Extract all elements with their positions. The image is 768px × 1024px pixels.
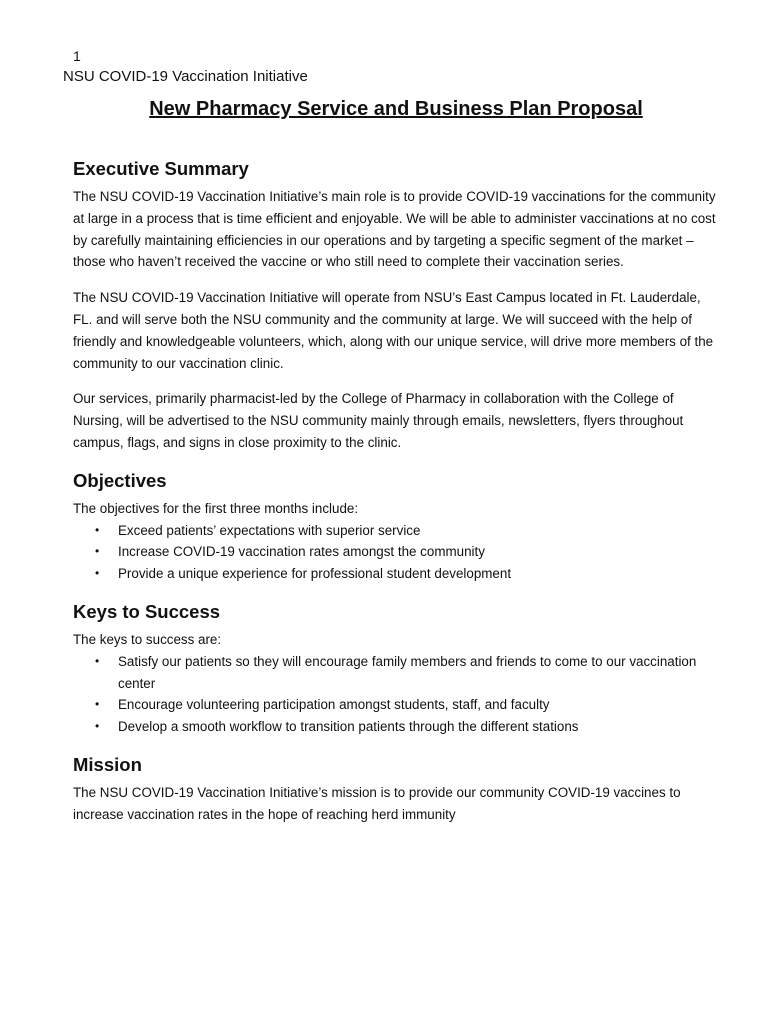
paragraph: The NSU COVID-19 Vaccination Initiative’s main role is to provide COVID-19 vaccinations for the community at large in a process that is time efficient and enjoyable. We will be able to administer vaccinations at no cost by carefully maintaining efficiencies in our operations and by targeting a specific segment of the market – those who haven’t received the vaccine or who still need to complete their vaccination series. xyxy=(73,189,716,270)
list-item-text: Exceed patients’ expectations with superior service xyxy=(118,522,421,538)
section-heading: Objectives xyxy=(73,469,167,491)
bullet-icon: • xyxy=(95,522,100,537)
list-item xyxy=(73,716,721,738)
document-title: New Pharmacy Service and Business Plan Proposal xyxy=(149,98,643,120)
bullet-icon: • xyxy=(95,697,100,712)
bullet-list xyxy=(73,520,721,585)
paragraph: The NSU COVID-19 Vaccination Initiative will operate from NSU’s East Campus located in Ft. Lauderdale, FL. and will serve both the NSU community and the community at large. We will succeed with the help of friendly and knowledgeable volunteers, which, along with our unique service, will drive more members of the community to our vaccination clinic. xyxy=(73,290,714,371)
list-item-text: Provide a unique experience for professional student development xyxy=(118,566,512,582)
bullet-icon: • xyxy=(95,544,100,559)
document-body xyxy=(73,156,721,826)
section-heading: Executive Summary xyxy=(73,158,249,179)
page-number: 1 xyxy=(73,48,81,64)
list-item-text: Develop a smooth workflow to transition patients through the different stations xyxy=(118,719,579,735)
bullet-icon: • xyxy=(95,719,100,734)
list-item xyxy=(73,541,721,563)
bullet-icon: • xyxy=(95,566,100,581)
bullet-list xyxy=(73,651,721,738)
section-intro: The keys to success are: xyxy=(73,631,222,647)
paragraph: Our services, primarily pharmacist-led by the College of Pharmacy in collaboration with the College of Nursing, will be advertised to the NSU community mainly through emails, newsletters, flyers throughout campus, flags, and signs in close proximity to the clinic. xyxy=(73,391,684,450)
bullet-icon: • xyxy=(95,653,100,668)
section-intro: The objectives for the first three months include: xyxy=(73,500,359,516)
list-item-text: Increase COVID-19 vaccination rates amongst the community xyxy=(118,544,485,560)
objectives-section xyxy=(73,468,721,585)
list-item xyxy=(73,694,721,716)
list-item xyxy=(73,563,721,585)
paragraph: The NSU COVID-19 Vaccination Initiative’s mission is to provide our community COVID-19 vaccines to increase vaccination rates in the hope of reaching herd immunity xyxy=(73,784,681,822)
executive-summary-section xyxy=(73,156,721,454)
keys-to-success-section xyxy=(73,599,721,738)
list-item-text: Encourage volunteering participation amongst students, staff, and faculty xyxy=(118,697,550,713)
section-heading: Mission xyxy=(73,753,142,775)
running-header: NSU COVID-19 Vaccination Initiative xyxy=(63,68,308,85)
mission-section xyxy=(73,752,721,826)
section-heading: Keys to Success xyxy=(73,600,221,622)
list-item-text: Satisfy our patients so they will encourage family members and friends to come to our vaccination center xyxy=(118,653,697,691)
list-item xyxy=(73,651,721,695)
list-item xyxy=(73,520,721,542)
